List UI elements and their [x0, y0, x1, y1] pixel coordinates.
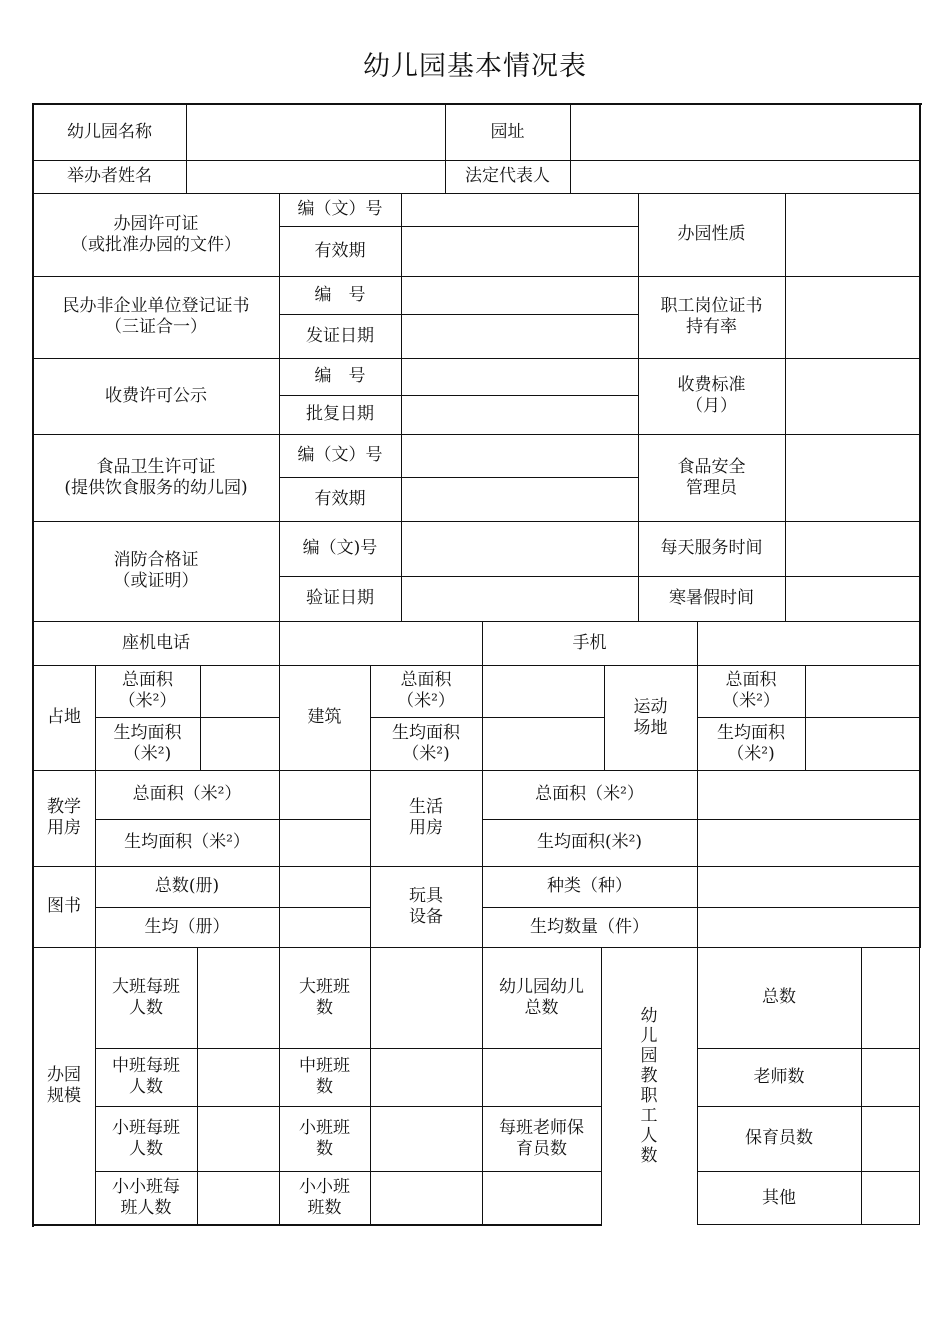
input-kindergarten-name[interactable] — [186, 104, 445, 160]
grid-line — [919, 947, 920, 1225]
grid-line — [697, 1048, 920, 1049]
grid-line — [33, 276, 920, 277]
label-fee-approve-date: 批复日期 — [306, 404, 374, 425]
label-land: 占地 — [47, 707, 81, 728]
grid-line — [279, 226, 638, 227]
grid-line — [95, 717, 279, 718]
input-living-per-child[interactable] — [697, 819, 920, 866]
label-sports-total: 总面积 （米²） — [722, 670, 780, 711]
grid-line — [482, 819, 920, 820]
grid-line — [370, 665, 371, 1225]
label-mid-class-count: 中班班 数 — [299, 1056, 350, 1097]
input-sports-per-child[interactable] — [805, 717, 920, 770]
label-building-per-child: 生均面积 （米²) — [392, 722, 460, 764]
label-building-total: 总面积 （米²） — [397, 670, 455, 711]
label-small-class-count: 小班班 数 — [299, 1117, 350, 1159]
label-teacher-count: 老师数 — [753, 1066, 805, 1087]
label-sports-per-child: 生均面积 （米²) — [717, 722, 785, 764]
input-fire-check-date[interactable] — [401, 576, 638, 621]
input-fee-number[interactable] — [401, 358, 638, 395]
label-tiny-class-count: 小小班 班数 — [299, 1177, 350, 1218]
label-land-per-child: 生均面积 （米²) — [113, 722, 182, 764]
input-food-validity[interactable] — [401, 477, 638, 521]
grid-line — [95, 819, 370, 820]
grid-line — [697, 621, 698, 665]
label-food-validity: 有效期 — [314, 488, 366, 509]
label-other-count: 其他 — [762, 1187, 796, 1208]
label-daily-hours: 每天服务时间 — [660, 538, 763, 559]
grid-line — [33, 770, 920, 771]
label-living-per-child: 生均面积(米²) — [536, 832, 643, 853]
label-big-per-class: 大班每班 人数 — [112, 976, 180, 1018]
grid-line — [697, 665, 698, 1225]
grid-line — [697, 717, 920, 718]
label-landline: 座机电话 — [122, 632, 190, 653]
input-food-number[interactable] — [401, 434, 638, 477]
grid-line — [279, 193, 280, 665]
label-food-number: 编（文）号 — [297, 445, 383, 466]
label-staff-total: 总数 — [762, 987, 796, 1008]
label-kindergarten-name: 幼儿园名称 — [67, 121, 152, 142]
label-fee-permit: 收费许可公示 — [105, 385, 207, 406]
label-minban-number: 编 号 — [314, 284, 366, 305]
grid-line — [570, 104, 571, 193]
grid-line — [95, 907, 370, 908]
input-cert-rate[interactable] — [785, 276, 920, 358]
input-food-manager[interactable] — [785, 434, 920, 521]
input-address[interactable] — [570, 104, 920, 160]
label-tiny-per-class: 小小班每 班人数 — [112, 1177, 180, 1218]
input-fee-standard[interactable] — [785, 358, 920, 434]
input-big-class-count[interactable] — [370, 947, 482, 1048]
label-license: 办园许可证 （或批准办园的文件） — [71, 213, 241, 255]
grid-line — [601, 947, 602, 1225]
input-mobile[interactable] — [697, 621, 920, 665]
input-teachers-per-class[interactable] — [482, 1171, 601, 1225]
input-land-per-child[interactable] — [200, 717, 279, 770]
input-living-total[interactable] — [697, 770, 920, 819]
input-other-count[interactable] — [861, 1171, 920, 1225]
input-small-per-class[interactable] — [197, 1106, 279, 1171]
grid-line — [861, 947, 862, 1225]
grid-line — [33, 665, 920, 666]
grid-line — [805, 665, 806, 770]
label-teaching-total: 总面积（米²） — [132, 784, 242, 805]
input-small-class-count[interactable] — [370, 1106, 482, 1171]
grid-line — [370, 717, 604, 718]
grid-line — [33, 866, 920, 867]
label-books-per-child: 生均（册） — [144, 916, 230, 937]
label-toys: 玩具 设备 — [409, 885, 443, 927]
grid-line — [638, 193, 639, 621]
input-fee-approve-date[interactable] — [401, 395, 638, 434]
grid-line — [401, 193, 402, 621]
grid-line — [279, 665, 280, 1225]
input-minban-issue-date[interactable] — [401, 314, 638, 358]
input-mid-per-class[interactable] — [197, 1048, 279, 1106]
label-teaching-rooms: 教学 用房 — [47, 797, 81, 838]
label-children-total: 幼儿园幼儿 总数 — [499, 976, 584, 1018]
input-license-validity[interactable] — [401, 226, 638, 276]
label-food-manager: 食品安全 管理员 — [677, 456, 746, 498]
input-building-total[interactable] — [482, 665, 604, 717]
label-fire-cert: 消防合格证 （或证明） — [113, 550, 199, 591]
label-living-rooms: 生活 用房 — [409, 797, 443, 838]
input-teaching-total[interactable] — [279, 770, 370, 819]
grid-line — [33, 160, 920, 161]
label-food-license: 食品卫生许可证 (提供饮食服务的幼儿园) — [64, 456, 248, 498]
label-books: 图书 — [47, 896, 81, 917]
label-sports-field: 运动 场地 — [633, 696, 668, 738]
label-minban-issue-date: 发证日期 — [306, 325, 374, 346]
label-fire-number: 编（文)号 — [302, 538, 378, 559]
label-teachers-per-class: 每班老师保 育员数 — [499, 1117, 584, 1159]
label-license-number: 编（文）号 — [297, 199, 383, 220]
border-right — [919, 103, 921, 948]
grid-line — [33, 193, 920, 194]
input-mid-class-count[interactable] — [370, 1048, 482, 1106]
page-title: 幼儿园基本情况表 — [363, 51, 587, 82]
input-daily-hours[interactable] — [785, 521, 920, 576]
input-books-per-child[interactable] — [279, 907, 370, 947]
label-scale: 办园 规模 — [47, 1065, 81, 1106]
label-nature: 办园性质 — [677, 224, 746, 245]
label-fire-check-date: 验证日期 — [306, 588, 374, 609]
input-license-number[interactable] — [401, 193, 638, 226]
label-big-class-count: 大班班 数 — [299, 976, 350, 1018]
grid-line — [697, 1224, 920, 1225]
input-children-total[interactable] — [482, 1048, 601, 1106]
input-fire-number[interactable] — [401, 521, 638, 576]
input-landline[interactable] — [279, 621, 482, 665]
input-books-total[interactable] — [279, 866, 370, 907]
input-land-total[interactable] — [200, 665, 279, 717]
label-license-validity: 有效期 — [314, 240, 366, 261]
grid-line — [604, 665, 605, 770]
input-teaching-per-child[interactable] — [279, 819, 370, 866]
label-holiday: 寒暑假时间 — [669, 588, 754, 609]
grid-line — [33, 358, 920, 359]
label-toy-types: 种类（种） — [547, 876, 632, 897]
label-cert-rate: 职工岗位证书 持有率 — [660, 296, 763, 337]
label-toy-per-qty: 生均数量（件） — [530, 916, 649, 937]
label-mid-per-class: 中班每班 人数 — [112, 1056, 180, 1097]
grid-line — [482, 665, 483, 1225]
grid-line — [697, 1106, 920, 1107]
label-teaching-per-child: 生均面积（米²） — [124, 832, 250, 853]
grid-line — [95, 1048, 601, 1049]
input-big-per-class[interactable] — [197, 947, 279, 1048]
grid-line — [279, 576, 920, 577]
input-staff-total[interactable] — [861, 947, 920, 1048]
input-tiny-per-class[interactable] — [197, 1171, 279, 1225]
grid-line — [186, 104, 187, 193]
label-nurse-count: 保育员数 — [745, 1128, 813, 1149]
grid-line — [482, 907, 920, 908]
grid-line — [197, 947, 198, 1225]
grid-line — [445, 104, 446, 193]
input-holiday[interactable] — [785, 576, 920, 621]
label-staff-count: 幼 儿 园 教 职 工 人 数 — [640, 1005, 658, 1167]
input-building-per-child[interactable] — [482, 717, 604, 770]
label-living-total: 总面积（米²） — [535, 784, 644, 805]
grid-line — [279, 477, 638, 478]
grid-line — [785, 193, 786, 621]
input-organizer-name[interactable] — [186, 160, 445, 193]
label-organizer-name: 举办者姓名 — [67, 166, 152, 187]
grid-line — [697, 1171, 920, 1172]
label-fee-number: 编 号 — [314, 366, 366, 387]
input-minban-number[interactable] — [401, 276, 638, 314]
label-small-per-class: 小班每班 人数 — [112, 1117, 180, 1159]
grid-line — [200, 665, 201, 770]
input-sports-total[interactable] — [805, 665, 920, 717]
grid-line — [33, 621, 920, 622]
grid-line — [33, 521, 920, 522]
input-tiny-class-count[interactable] — [370, 1171, 482, 1225]
grid-line — [482, 621, 483, 665]
input-nurse-count[interactable] — [861, 1106, 920, 1171]
grid-line — [95, 1171, 601, 1172]
label-mobile: 手机 — [572, 632, 607, 653]
input-toy-types[interactable] — [697, 866, 920, 907]
input-teacher-count[interactable] — [861, 1048, 920, 1106]
label-building: 建筑 — [307, 707, 342, 728]
grid-line — [95, 1106, 601, 1107]
grid-line — [95, 665, 96, 1225]
grid-line — [33, 434, 920, 435]
border-bottom — [32, 1224, 602, 1226]
label-fee-standard: 收费标准 （月） — [677, 375, 746, 416]
grid-line — [33, 947, 920, 948]
label-books-total: 总数(册) — [154, 876, 220, 897]
input-nature[interactable] — [785, 193, 920, 276]
border-top — [32, 103, 922, 105]
label-minban-cert: 民办非企业单位登记证书 （三证合一） — [62, 296, 250, 337]
grid-line — [279, 314, 638, 315]
label-legal-rep: 法定代表人 — [465, 166, 550, 187]
grid-line — [279, 395, 638, 396]
label-land-total: 总面积 （米²） — [118, 670, 177, 711]
label-address: 园址 — [490, 121, 525, 142]
input-legal-rep[interactable] — [570, 160, 920, 193]
input-toy-per-qty[interactable] — [697, 907, 920, 947]
